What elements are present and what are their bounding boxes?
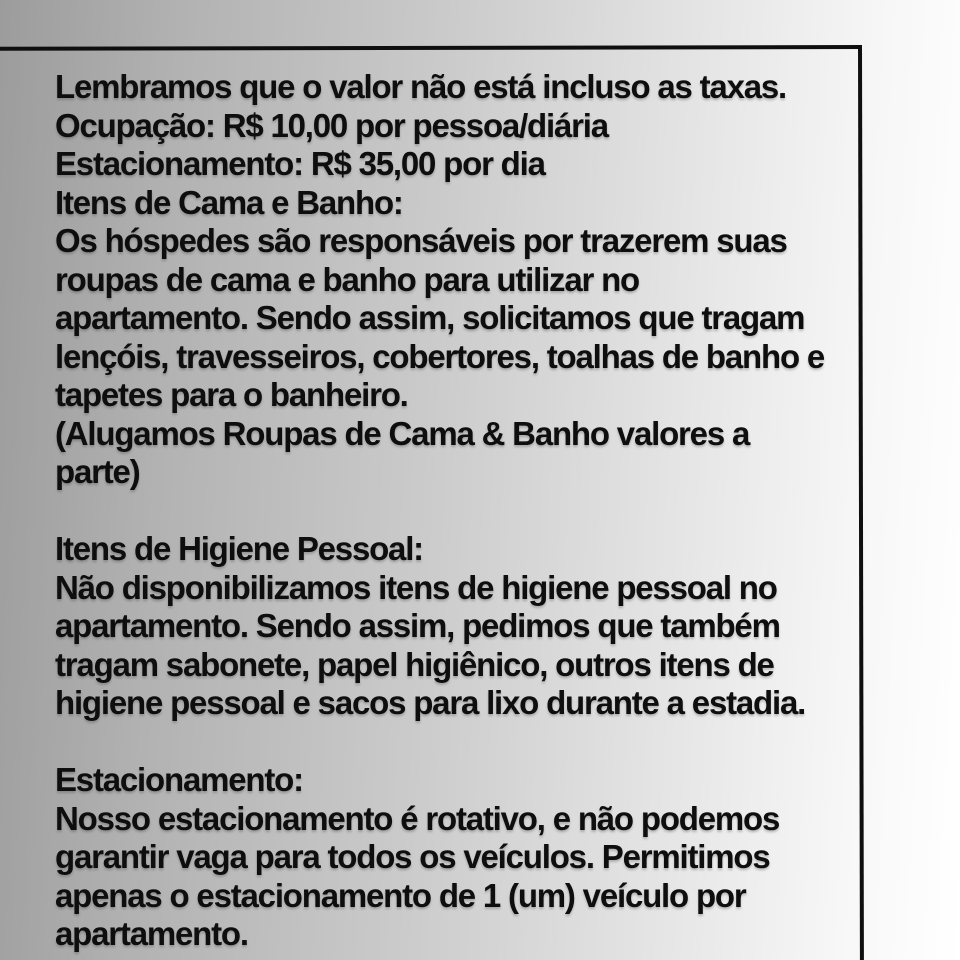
text-line: Estacionamento: R$ 35,00 por dia — [55, 145, 545, 182]
info-text — [55, 68, 855, 954]
text-line: Não disponibilizamos itens de higiene pessoal no — [55, 568, 777, 606]
text-line: Lembramos que o valor não está incluso as taxas. — [55, 68, 787, 105]
text-line: apartamento. Sendo assim, pedimos que também — [55, 607, 780, 644]
text-line: garantir vaga para todos os veículos. Permitimos — [55, 838, 770, 875]
text-line: parte) — [55, 453, 140, 490]
text-line: Ocupação: R$ 10,00 por pessoa/diária — [55, 106, 608, 144]
text-line: apartamento. — [55, 915, 248, 952]
text-line: (Alugamos Roupas de Cama & Banho valores a — [55, 414, 750, 452]
text-line: lençóis, travesseiros, cobertores, toalhas de banho e — [55, 337, 825, 375]
text-line-blank — [55, 492, 855, 531]
text-line: higiene pessoal e sacos para lixo durante a estadia. — [55, 684, 806, 721]
text-line: Nosso estacionamento é rotativo, e não podemos — [55, 799, 780, 837]
text-line: apartamento. Sendo assim, solicitamos que tragam — [55, 299, 805, 336]
text-line: Os hóspedes são responsáveis por trazerem suas — [55, 222, 787, 259]
text-line: tapetes para o banheiro. — [55, 376, 408, 413]
text-line: Itens de Cama e Banho: — [55, 183, 403, 221]
text-line: apenas o estacionamento de 1 (um) veículo por — [55, 876, 746, 914]
text-line-blank — [55, 723, 855, 762]
text-line: Estacionamento: — [55, 761, 303, 798]
text-line: tragam sabonete, papel higiênico, outros itens de — [55, 645, 774, 683]
text-line: Itens de Higiene Pessoal: — [55, 530, 423, 567]
text-line: roupas de cama e banho para utilizar no — [55, 260, 640, 298]
